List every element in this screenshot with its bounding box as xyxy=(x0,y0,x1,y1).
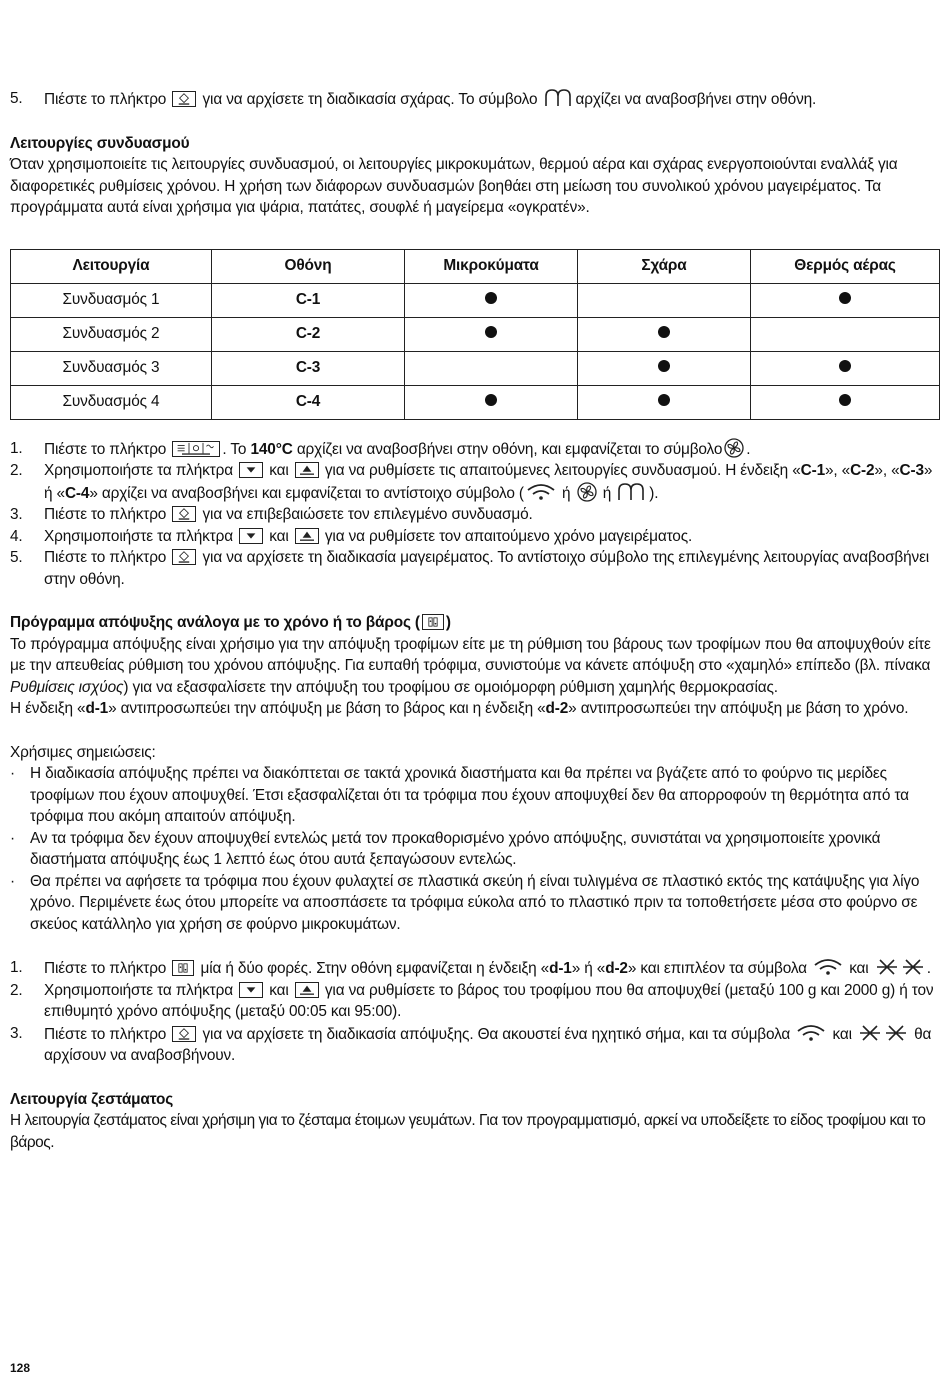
step-number: 4. xyxy=(10,527,23,545)
hot-air-fan-icon xyxy=(577,482,597,502)
combo-step-4 xyxy=(10,526,940,548)
page-content xyxy=(10,88,940,1153)
hot-air-fan-icon xyxy=(724,438,744,458)
step-text: για να ρυθμίσετε το βάρος του τροφίμου που θα αποψυχθεί (μεταξύ 100 g και 2000 g) ή τον επιθυμητό χρόνο απόψυξης (μεταξύ 00:05 και 95:00). xyxy=(44,981,934,1020)
row-code: C-2 xyxy=(212,317,405,351)
step-text: Πιέστε το πλήκτρο xyxy=(44,440,167,458)
table-row xyxy=(11,351,940,385)
warming-heading: Λειτουργία ζεστάματος xyxy=(10,1090,174,1108)
step-number: 3. xyxy=(10,1024,23,1042)
defrost-code: d-2 xyxy=(545,700,569,717)
microwave-cell xyxy=(405,317,578,351)
up-auto-menu-key-icon xyxy=(295,462,319,478)
combo-step-1 xyxy=(10,438,940,461)
step-text: αρχίζει να αναβοσβήνει στην οθόνη, και εμφανίζεται το σύμβολο xyxy=(296,440,723,458)
step-text: Χρησιμοποιήστε τα πλήκτρα xyxy=(44,527,233,545)
heading-text: ) xyxy=(445,614,451,631)
step-text: . xyxy=(746,440,751,458)
bullet: · xyxy=(10,765,15,782)
table-header: Σχάρα xyxy=(578,249,751,283)
step-number: 2. xyxy=(10,462,23,479)
grill-step-5 xyxy=(10,88,940,111)
combi-menu-key-icon xyxy=(172,441,220,457)
microwave-waves-icon xyxy=(526,482,556,502)
defrost-snowflake-icon xyxy=(875,957,925,977)
step-text: και xyxy=(269,462,289,479)
step-text: θα αρχίσουν να αναβοσβήνουν. xyxy=(44,1025,932,1064)
heading-text: Πρόγραμμα απόψυξης ανάλογα με το χρόνο ή το βάρος ( xyxy=(10,614,420,631)
row-code: C-4 xyxy=(212,385,405,419)
step-text: ή xyxy=(562,484,571,502)
hot-air-cell xyxy=(751,317,940,351)
row-name: Συνδυασμός 4 xyxy=(11,385,212,419)
row-name: Συνδυασμός 2 xyxy=(11,317,212,351)
quick-start-key-icon xyxy=(172,549,196,565)
step-text: για να αρχίσετε τη διαδικασία σχάρας. Το σύμβολο xyxy=(202,91,538,108)
combo-step-5 xyxy=(10,547,940,590)
microwave-waves-icon xyxy=(796,1023,826,1043)
grill-icon xyxy=(617,482,647,502)
step-text: Πιέστε το πλήκτρο xyxy=(44,960,167,977)
step-text: για να αρχίσετε τη διαδικασία απόψυξης. Θα ακουστεί ένα ηχητικό σήμα, και τα σύμβολα xyxy=(202,1025,791,1043)
note-text: Θα πρέπει να αφήσετε τα τρόφιμα που έχουν φυλαχτεί σε πλαστικά σκεύη ή είναι τυλιγμένα σε πλαστικό εκτός της κατάψυξης για λίγο χρόνο. Περιμένετε έως ότου μπορείτε να αποσπάσετε τα τρόφιμα εύκολα από το πλαστικό πριν τα τοποθετήσετε μέσα στο φούρνο σε σκεύος κατάλληλο για χρήση σε φούρνο μικροκυμάτων. xyxy=(30,872,920,933)
table-header: Λειτουργία xyxy=(11,249,212,283)
step-text: », « xyxy=(824,462,851,479)
grill-cell xyxy=(578,385,751,419)
quick-start-key-icon xyxy=(172,1026,196,1042)
microwave-waves-icon xyxy=(813,957,843,977)
step-text: » και επιπλέον τα σύμβολα xyxy=(627,960,807,977)
step-number: 5. xyxy=(10,90,23,107)
combo-paragraph: Όταν χρησιμοποιείτε τις λειτουργίες συνδυασμού, οι λειτουργίες μικροκυμάτων, θερμού αέρα και σχάρας ενεργοποιούνται εναλλάξ για διαφορετικές ρυθμίσεις χρόνου. Η χρήση των διάφορων συνδυασμών βοηθάει στη μείωση του συνολικού χρόνου μαγειρέματος. Τα προγράμματα αυτά είναι χρήσιμα για ψάρια, πατάτες, σουφλέ ή μαγείρεμα «ογκρατέν». xyxy=(10,156,898,216)
step-text: Χρησιμοποιήστε τα πλήκτρα xyxy=(44,981,233,999)
step-text: αρχίζει να αναβοσβήνει στην οθόνη. xyxy=(575,91,817,108)
defrost-snowflake-icon xyxy=(858,1023,908,1043)
active-mark xyxy=(839,394,851,406)
list-item xyxy=(10,871,940,936)
up-auto-menu-key-icon xyxy=(295,982,319,998)
step-text: και xyxy=(832,1025,852,1043)
step-text: . xyxy=(926,960,931,977)
step-text: » ή « xyxy=(571,960,606,977)
defrost-step-3 xyxy=(10,1023,940,1067)
grill-icon xyxy=(544,88,574,108)
step-text: . Το xyxy=(222,440,247,458)
step-text: Χρησιμοποιήστε τα πλήκτρα xyxy=(44,462,233,479)
paragraph-text: Η ένδειξη « xyxy=(10,700,86,717)
combo-table xyxy=(10,249,940,420)
step-text: Πιέστε το πλήκτρο xyxy=(44,506,167,523)
grill-cell xyxy=(578,351,751,385)
active-mark xyxy=(658,360,670,372)
paragraph-text: Το πρόγραμμα απόψυξης είναι χρήσιμο για την απόψυξη τροφίμων είτε με τη ρύθμιση του βάρους των τροφίμων που θα αποψυχθούν είτε με την απευθείας ρύθμιση του χρόνου απόψυξης. Για ευπαθή τρόφιμα, συνιστούμε να κάνετε απόψυξη στο «χαμηλό» επίπεδο (βλ. πίνακα xyxy=(10,635,931,674)
microwave-cell xyxy=(405,351,578,385)
quick-start-key-icon xyxy=(172,91,196,107)
table-row xyxy=(11,385,940,419)
microwave-cell xyxy=(405,385,578,419)
power-settings-reference: Ρυθμίσεις ισχύος xyxy=(10,678,124,696)
step-text: » αρχίζει να αναβοσβήνει και εμφανίζεται το αντίστοιχο σύμβολο ( xyxy=(89,484,524,502)
grill-cell xyxy=(578,283,751,317)
note-text: Αν τα τρόφιμα δεν έχουν αποψυχθεί εντελώς μετά τον προκαθορισμένο χρόνο απόψυξης, συνιστάται να χρησιμοποιείτε χρονικά διαστήματα απόψυξης έως 1 λεπτό έως ότου αυτά ξεπαγώσουν εντελώς. xyxy=(30,829,881,868)
active-mark xyxy=(658,326,670,338)
step-text: », « xyxy=(874,462,900,479)
temperature-value: 140°C xyxy=(250,440,293,458)
list-item xyxy=(10,763,940,828)
defrost-key-icon xyxy=(172,960,194,976)
defrost-step-2 xyxy=(10,980,940,1023)
quick-start-key-icon xyxy=(172,506,196,522)
step-text: για να ρυθμίσετε τις απαιτούμενες λειτουργίες συνδυασμού. Η ένδειξη « xyxy=(324,462,801,479)
defrost-heading xyxy=(10,612,940,634)
paragraph-text: » αντιπροσωπεύει την απόψυξη με βάση το χρόνο. xyxy=(568,700,909,717)
list-item xyxy=(10,828,940,871)
combo-heading: Λειτουργίες συνδυασμού xyxy=(10,134,190,152)
step-text: για να αρχίσετε τη διαδικασία μαγειρέματος. Το αντίστοιχο σύμβολο της επιλεγμένης λειτουργίας αναβοσβήνει στην οθόνη. xyxy=(44,549,930,588)
active-mark xyxy=(485,326,497,338)
combo-code: C-3 xyxy=(899,462,924,479)
row-code: C-1 xyxy=(212,283,405,317)
step-text: Πιέστε το πλήκτρο xyxy=(44,91,167,108)
step-text: Πιέστε το πλήκτρο xyxy=(44,1025,167,1043)
step-text: Πιέστε το πλήκτρο xyxy=(44,549,167,566)
combo-step-3 xyxy=(10,504,940,526)
combo-code: C-1 xyxy=(800,462,825,479)
down-arrow-key-icon xyxy=(239,462,263,478)
active-mark xyxy=(485,394,497,406)
step-text: για να ρυθμίσετε τον απαιτούμενο χρόνο μαγειρέματος. xyxy=(324,527,693,545)
step-text: ή xyxy=(602,484,612,502)
up-auto-menu-key-icon xyxy=(295,528,319,544)
table-row xyxy=(11,283,940,317)
step-number: 3. xyxy=(10,506,23,523)
paragraph-text: ) για να εξασφαλίσετε την απόψυξη του τροφίμου σε ομοιόμορφη ρύθμιση χαμηλής θερμοκρασίας. xyxy=(123,678,778,696)
row-name: Συνδυασμός 3 xyxy=(11,351,212,385)
active-mark xyxy=(485,292,497,304)
step-text: και xyxy=(269,981,289,999)
defrost-code: d-1 xyxy=(85,700,109,717)
grill-cell xyxy=(578,317,751,351)
step-text: μία ή δύο φορές. Στην οθόνη εμφανίζεται η ένδειξη « xyxy=(200,960,550,977)
paragraph-text: » αντιπροσωπεύει την απόψυξη με βάση το βάρος και η ένδειξη « xyxy=(108,700,546,717)
hot-air-cell xyxy=(751,283,940,317)
warming-paragraph: Η λειτουργία ζεστάματος είναι χρήσιμη για το ζέσταμα έτοιμων γευμάτων. Για τον προγραμματισμό, αρκεί να υποδείξετε το είδος τροφίμου και το βάρος. xyxy=(10,1112,926,1151)
microwave-cell xyxy=(405,283,578,317)
down-arrow-key-icon xyxy=(239,982,263,998)
defrost-paragraph-1 xyxy=(10,634,940,699)
step-text: και xyxy=(269,527,289,545)
hot-air-cell xyxy=(751,351,940,385)
row-code: C-3 xyxy=(212,351,405,385)
defrost-code: d-1 xyxy=(549,960,572,977)
active-mark xyxy=(839,360,851,372)
note-text: Η διαδικασία απόψυξης πρέπει να διακόπτεται σε τακτά χρονικά διαστήματα και θα πρέπει να βγάζετε από το φούρνο τις μερίδες τροφίμων που έχουν αποψυχθεί. Έτσι εξασφαλίζεται ότι τα τρόφιμα που έχουν αποψυχθεί δεν θα απορροφούν τη θερμότητα από τα τρόφιμα που ακόμη απαιτούν απόψυξη. xyxy=(30,765,909,825)
table-header-row xyxy=(11,249,940,283)
step-text: » ή « xyxy=(44,462,933,502)
defrost-key-icon xyxy=(422,614,444,630)
table-header: Θερμός αέρας xyxy=(751,249,940,283)
row-name: Συνδυασμός 1 xyxy=(11,283,212,317)
active-mark xyxy=(658,394,670,406)
table-header: Μικροκύματα xyxy=(405,249,578,283)
step-number: 1. xyxy=(10,439,23,457)
table-header: Οθόνη xyxy=(212,249,405,283)
page-number: 128 xyxy=(10,1361,31,1375)
combo-code: C-4 xyxy=(64,484,90,502)
step-text: ). xyxy=(649,484,659,502)
hot-air-cell xyxy=(751,385,940,419)
step-number: 5. xyxy=(10,549,23,566)
bullet: · xyxy=(10,829,15,847)
step-number: 1. xyxy=(10,959,23,976)
step-number: 2. xyxy=(10,981,23,999)
combo-code: C-2 xyxy=(850,462,875,479)
combo-step-2 xyxy=(10,460,940,504)
defrost-step-1 xyxy=(10,957,940,980)
down-arrow-key-icon xyxy=(239,528,263,544)
step-text: για να επιβεβαιώσετε τον επιλεγμένο συνδυασμό. xyxy=(202,506,533,523)
defrost-code: d-2 xyxy=(605,960,628,977)
notes-title: Χρήσιμες σημειώσεις: xyxy=(10,743,156,761)
table-row xyxy=(11,317,940,351)
defrost-paragraph-2 xyxy=(10,698,940,720)
step-text: και xyxy=(849,960,869,977)
bullet: · xyxy=(10,872,15,890)
active-mark xyxy=(839,292,851,304)
